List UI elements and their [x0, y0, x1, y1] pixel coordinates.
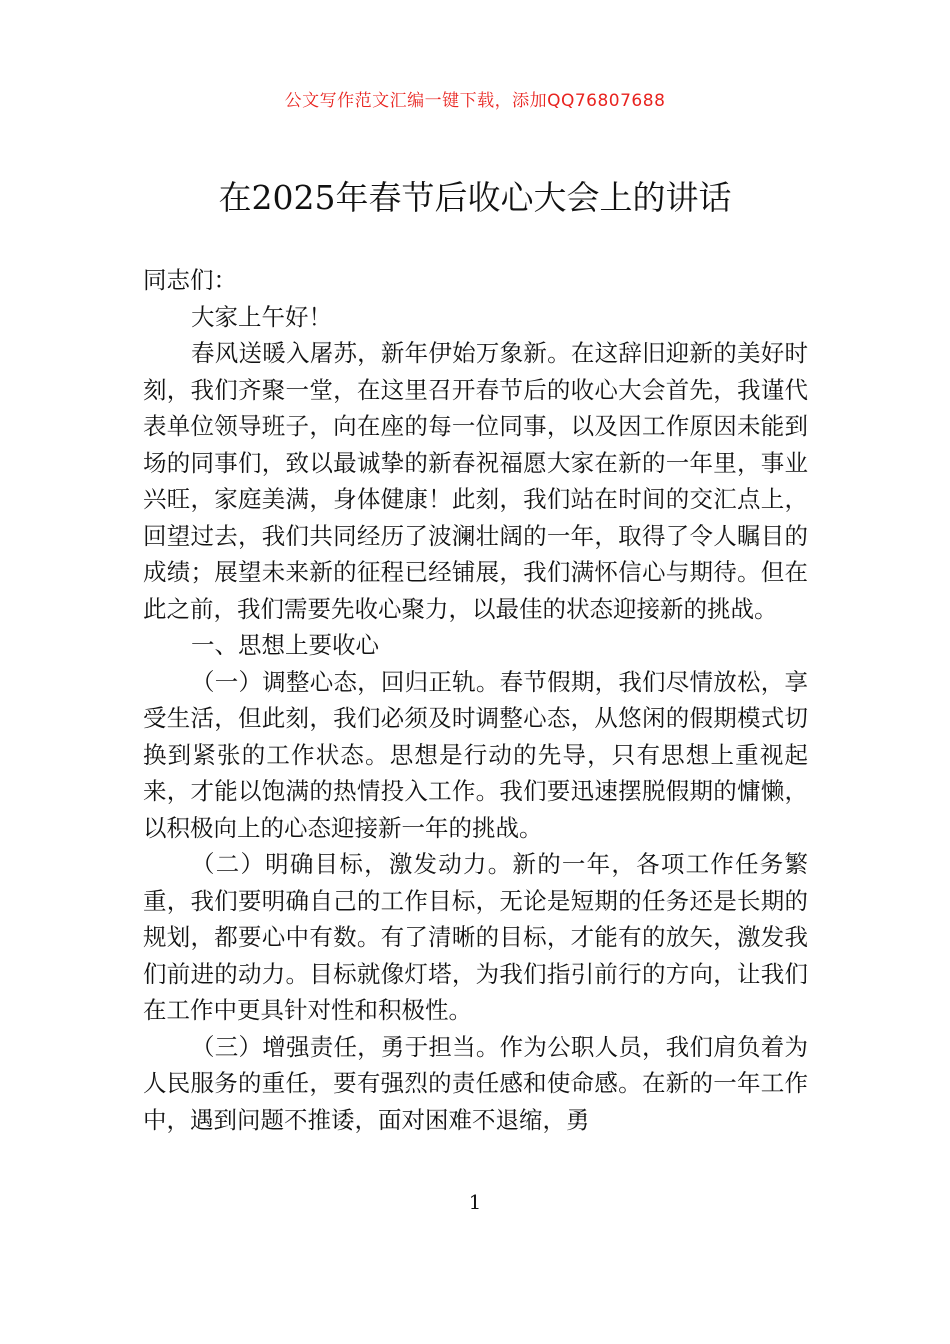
document-body — [143, 262, 808, 1138]
header-banner: 公文写作范文汇编一键下载，添加QQ76807688 — [284, 91, 666, 111]
page-number: 1 — [468, 1190, 482, 1214]
paragraph-point-2: （二）明确目标，激发动力。新的一年，各项工作任务繁重，我们要明确自己的工作目标，无论是短期的任务还是长期的规划，都要心中有数。有了清晰的目标，才能有的放矢，激发我们前进的动力。目标就像灯塔，为我们指引前行的方向，让我们在工作中更具针对性和积极性。 — [143, 850, 808, 1024]
section-heading: 一、思想上要收心 — [191, 631, 379, 659]
paragraph-intro: 春风送暖入屠苏，新年伊始万象新。在这辞旧迎新的美好时刻，我们齐聚一堂，在这里召开春节后的收心大会首先，我谨代表单位领导班子，向在座的每一位同事，以及因工作原因未能到场的同事们，致以最诚挚的新春祝福愿大家在新的一年里，事业兴旺，家庭美满，身体健康！此刻，我们站在时间的交汇点上，回望过去，我们共同经历了波澜壮阔的一年，取得了令人瞩目的成绩；展望未来新的征程已经铺展，我们满怀信心与期待。但在此之前，我们需要先收心聚力，以最佳的状态迎接新的挑战。 — [143, 339, 808, 623]
salutation: 同志们： — [143, 266, 237, 294]
document-title: 在2025年春节后收心大会上的讲话 — [218, 178, 732, 217]
paragraph-point-3: （三）增强责任，勇于担当。作为公职人员，我们肩负着为人民服务的重任，要有强烈的责任感和使命感。在新的一年工作中，遇到问题不推诿，面对困难不退缩，勇 — [143, 1032, 808, 1134]
paragraph-point-1: （一）调整心态，回归正轨。春节假期，我们尽情放松，享受生活，但此刻，我们必须及时调整心态，从悠闲的假期模式切换到紧张的工作状态。思想是行动的先导，只有思想上重视起来，才能以饱满的热情投入工作。我们要迅速摆脱假期的慵懒，以积极向上的心态迎接新一年的挑战。 — [143, 667, 808, 842]
greeting: 大家上午好！ — [191, 302, 332, 331]
